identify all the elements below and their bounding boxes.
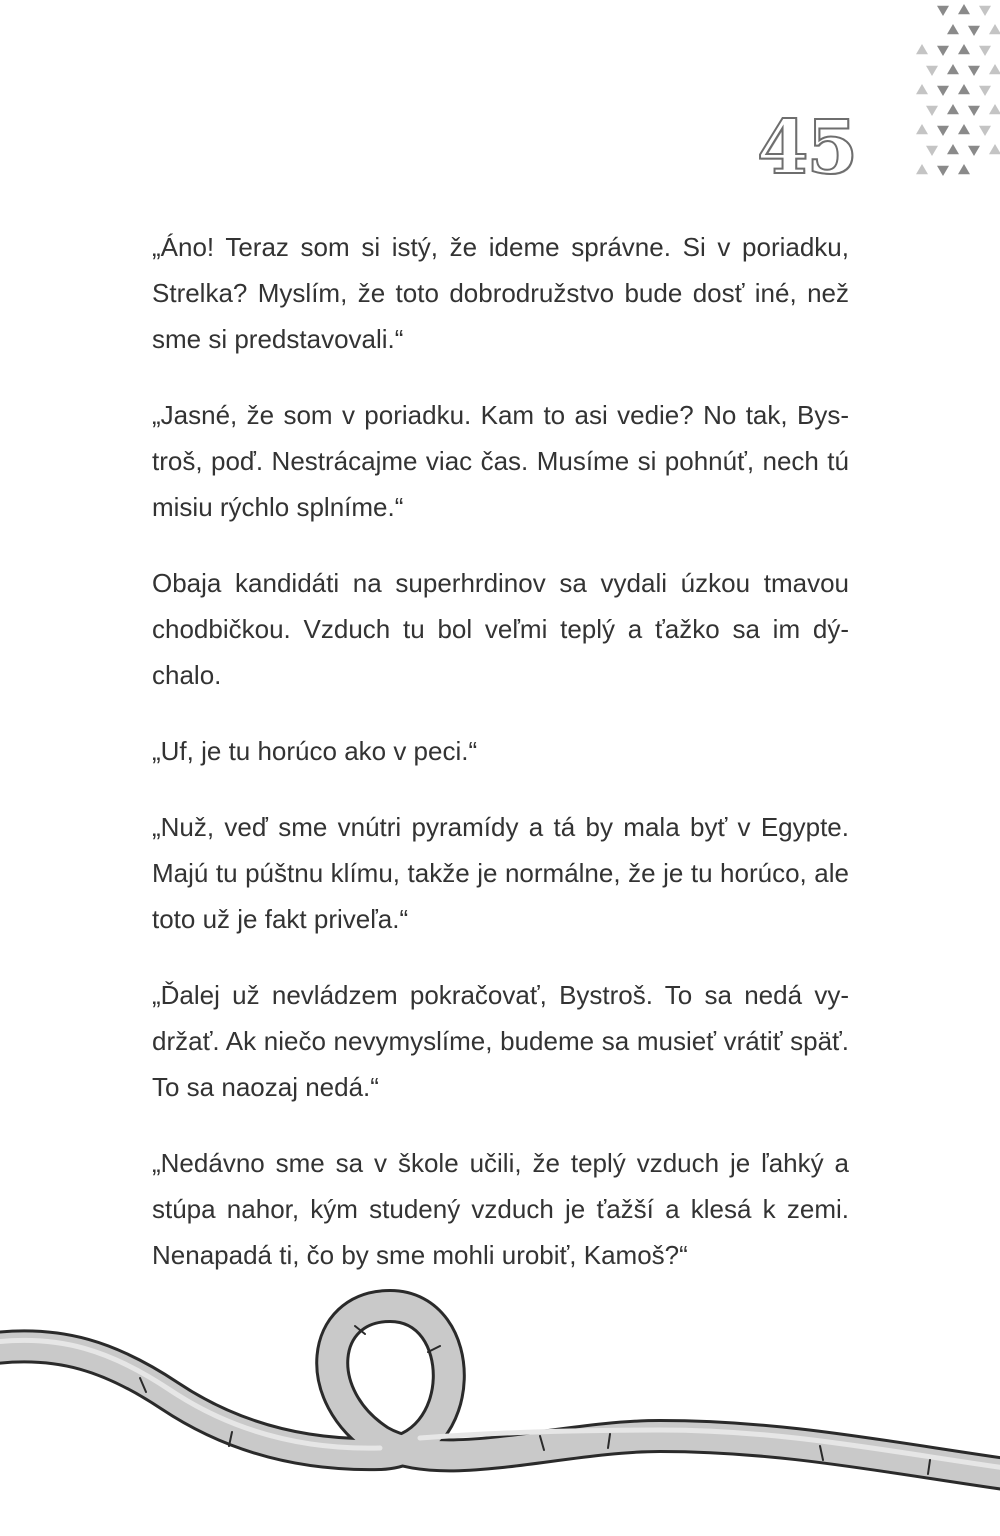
triangle-decoration xyxy=(968,106,980,116)
triangle-decoration xyxy=(968,146,980,156)
triangle-decoration xyxy=(937,6,949,16)
triangle-decoration xyxy=(937,166,949,176)
rope-shape xyxy=(0,1306,1000,1474)
triangle-decoration xyxy=(926,106,938,116)
triangle-decoration xyxy=(926,146,938,156)
triangle-decoration xyxy=(979,126,991,136)
paragraph-5: „Nuž, veď sme vnútri pyramídy a tá by mala byť v Egypte. Majú tu púštnu klímu, takže je normálne, že je tu horúco, ale toto už je fakt priveľa.“ xyxy=(152,812,849,934)
triangle-decoration xyxy=(989,24,1000,34)
triangle-decoration xyxy=(958,4,970,14)
triangle-decoration xyxy=(989,64,1000,74)
triangle-decoration xyxy=(947,24,959,34)
paragraph-6: „Ďalej už nevládzem pokračovať, Bystroš. To sa nedá vydržať. Ak niečo nevymyslíme, budeme sa musieť vrátiť späť. To sa naozaj nedá.“ xyxy=(152,980,849,1102)
triangle-decoration xyxy=(916,124,928,134)
rope-illustration xyxy=(0,1286,1000,1536)
triangle-decoration xyxy=(979,46,991,56)
story-text xyxy=(152,224,849,1308)
triangle-decoration xyxy=(916,44,928,54)
triangle-decoration xyxy=(937,126,949,136)
triangle-decoration xyxy=(916,164,928,174)
triangle-decoration xyxy=(958,44,970,54)
triangle-decoration xyxy=(958,84,970,94)
triangle-decoration xyxy=(979,6,991,16)
triangle-decoration xyxy=(979,86,991,96)
triangle-decoration xyxy=(947,64,959,74)
triangle-decoration xyxy=(947,104,959,114)
paragraph-1: „Áno! Teraz som si istý, že ideme správne. Si v poriadku, Strelka? Myslím, že toto dobrodružstvo bude dosť iné, než sme si predstavovali.“ xyxy=(152,232,849,354)
triangle-decoration xyxy=(937,46,949,56)
triangle-decoration xyxy=(926,66,938,76)
triangle-decoration xyxy=(968,66,980,76)
page-number: 45 xyxy=(757,105,856,191)
paragraph-3: Obaja kandidáti na superhrdinov sa vydali úzkou tmavou chodbičkou. Vzduch tu bol veľmi teplý a ťažko sa im dýchalo. xyxy=(152,568,849,690)
paragraph-2: „Jasné, že som v poriadku. Kam to asi vedie? No tak, Bystroš, poď. Nestrácajme viac čas. Musíme si pohnúť, nech tú misiu rýchlo splníme.“ xyxy=(152,400,849,522)
triangle-decoration xyxy=(989,104,1000,114)
paragraph-7: „Nedávno sme sa v škole učili, že teplý vzduch je ľahký a stúpa nahor, kým studený vzduch je ťažší a klesá k zemi. Nenapadá ti, čo by sme mohli urobiť, Kamoš?“ xyxy=(152,1148,849,1270)
triangle-pattern-decoration xyxy=(900,0,1000,190)
triangle-decoration xyxy=(916,84,928,94)
triangle-decoration xyxy=(958,124,970,134)
triangle-decoration xyxy=(958,164,970,174)
triangle-decoration xyxy=(937,86,949,96)
triangle-decoration xyxy=(989,144,1000,154)
triangle-decoration xyxy=(968,26,980,36)
paragraph-4: „Uf, je tu horúco ako v peci.“ xyxy=(152,736,478,766)
triangle-decoration xyxy=(947,144,959,154)
